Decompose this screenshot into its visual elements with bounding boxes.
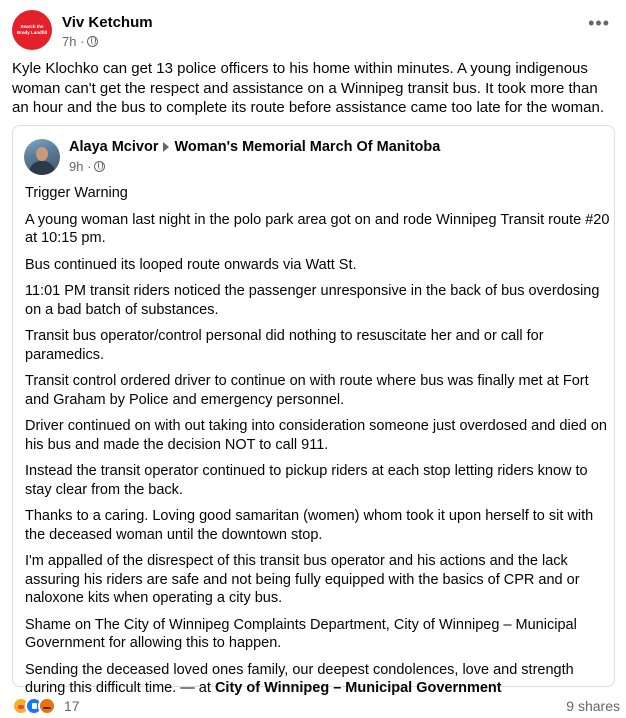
reactions-summary[interactable] (12, 697, 51, 715)
shared-body (25, 184, 610, 706)
shared-post[interactable] (12, 125, 615, 696)
globe-icon (87, 36, 98, 47)
author-name[interactable]: Viv Ketchum (62, 14, 153, 31)
avatar-body (29, 161, 55, 175)
shared-author-avatar[interactable] (24, 139, 60, 175)
location-link[interactable]: City of Winnipeg – Municipal Government (214, 680, 502, 696)
paragraph: Shame on The City of Winnipeg Complaints Department, City of Winnipeg – Municipal Government for allowing this to happen. (25, 616, 577, 651)
last-paragraph-text: Sending the deceased loved ones family, our deepest condolences, love and strength during this difficult time. — at (25, 661, 574, 696)
post-time[interactable]: 7h · (62, 34, 85, 49)
paragraph: 11:01 PM transit riders noticed the passenger unresponsive in the back of bus overdosing on a bad batch of substances. (25, 283, 600, 318)
shared-time[interactable]: 9h · (69, 159, 92, 174)
angry-reaction-icon (38, 697, 56, 715)
paragraph-last (25, 661, 610, 698)
post-header (12, 10, 612, 50)
reaction-count[interactable]: 17 (64, 698, 80, 714)
globe-icon (94, 161, 105, 172)
paragraph: A young woman last night in the polo park area got on and rode Winnipeg Transit route #20 at 10:15 pm. (25, 211, 610, 246)
paragraph: Transit control ordered driver to continue on with route where bus was finally met at Fort and Graham by Police and emergency personnel. (25, 373, 589, 408)
paragraph: Instead the transit operator continued to pickup riders at each stop letting riders know to stay clear from the back. (25, 463, 588, 498)
shares-count[interactable]: 9 shares (566, 698, 620, 714)
paragraph: Trigger Warning (25, 185, 128, 201)
shared-author-name[interactable]: Alaya Mcivor (69, 139, 159, 155)
shared-group-name[interactable]: Woman's Memorial March Of Manitoba (174, 139, 441, 155)
post-caption: Kyle Klochko can get 13 police officers to his home within minutes. A young indigenous woman can't get the respect and assistance on a Winnipeg transit bus. It took more than an hour and the bus to complete its route before assistance came too late for the woman. (12, 60, 605, 116)
shared-author-line (69, 139, 440, 155)
paragraph: I'm appalled of the disrespect of this transit bus operator and his actions and the lack assuring his riders are safe and not being fully equipped with the basics of CPR and or naloxone kits when operating a city bus. (25, 553, 580, 606)
paragraph: Thanks to a caring. Loving good samaritan (women) whom took it upon herself to sit with the deceased woman until the downtown stop. (25, 508, 594, 543)
share-arrow-icon (163, 142, 169, 152)
paragraph: Driver continued on with out taking into consideration someone just overdosed and died on his bus and made the decision NOT to call 911. (25, 418, 607, 453)
avatar-face (36, 147, 48, 161)
author-avatar[interactable] (12, 10, 52, 50)
paragraph: Transit bus operator/control personal did nothing to resuscitate her and or call for paramedics. (25, 328, 544, 363)
avatar-text: Search the Brady Landfill (17, 24, 48, 35)
shared-meta (69, 159, 105, 174)
post-footer (12, 694, 620, 716)
more-options-icon[interactable]: ••• (588, 13, 610, 33)
paragraph: Bus continued its looped route onwards via Watt St. (25, 256, 357, 273)
post-meta (62, 34, 98, 49)
